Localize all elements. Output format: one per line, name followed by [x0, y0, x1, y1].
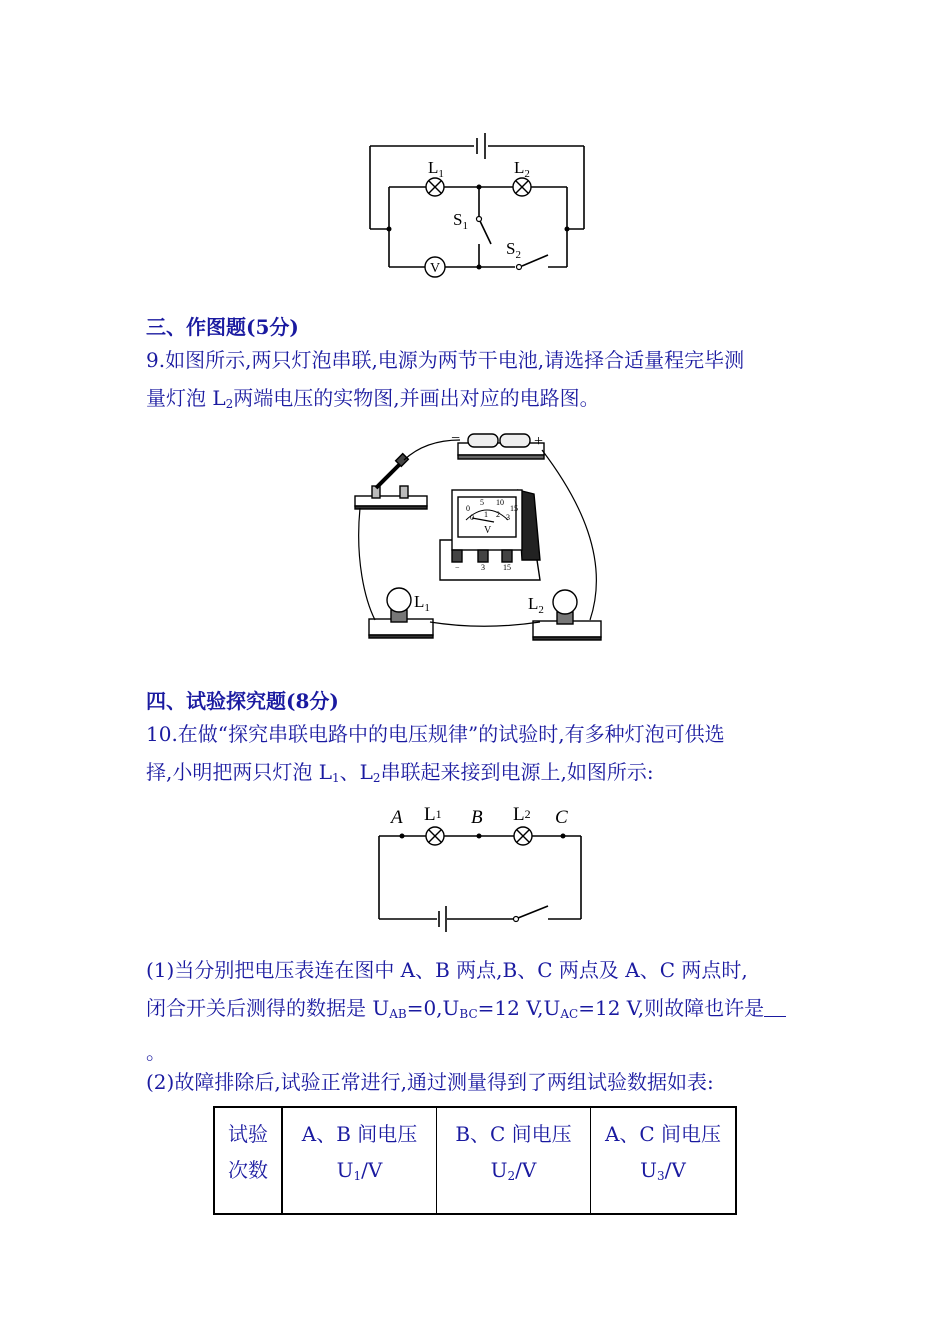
scale-top-15: 15: [510, 504, 518, 513]
point-b-label: B: [471, 807, 483, 828]
question9-text: 9.如图所示,两只灯泡串联,电源为两节干电池,请选择合适量程完毕测 量灯泡 $L_2$两端电压的实物图,并画出对应的电路图。: [146, 348, 745, 411]
data-table: [213, 1106, 737, 1215]
scale-top-10: 10: [496, 498, 504, 507]
scale-bot-3: 3: [506, 513, 510, 522]
header-trial-number: 试验 次数: [214, 1107, 282, 1214]
voltmeter-label: V: [429, 261, 441, 276]
battery-plus: +: [534, 433, 544, 450]
l2-series-label: L2: [513, 804, 531, 825]
point-c-label: C: [555, 807, 568, 828]
scale-top-0: 0: [466, 504, 470, 513]
scale-bot-1: 1: [484, 510, 488, 519]
l1-label: $L_1$: [428, 158, 444, 180]
part2-text: (2)故障排除后,试验正常进行,通过测量得到了两组试验数据如表:: [146, 1070, 714, 1094]
point-a-label: A: [391, 807, 403, 828]
answer-blank[interactable]: [764, 998, 786, 1017]
l1-series-label: L1: [424, 804, 442, 825]
terminal-15: 15: [503, 563, 511, 572]
scale-bot-0: 0: [470, 513, 474, 522]
part1-text: (1)当分别把电压表连在图中 A、B 两点,B、C 两点及 A、C 两点时, 闭合开关后测得的数据是 $U_{AB}=0,U_{BC}=12$ $V,U_{AC}=12$ V,则故障也许是 。: [146, 951, 786, 1071]
terminal-3: 3: [481, 563, 485, 572]
meter-unit: V: [484, 525, 492, 536]
header-bc-voltage: B、C 间电压 $U_2/V$: [437, 1107, 591, 1214]
terminal-minus: −: [455, 563, 460, 572]
table-header-row: [214, 1107, 736, 1214]
section4-heading: 四、试验探究题(8分): [146, 689, 339, 713]
l1-apparatus-label: $L_1$: [414, 592, 430, 614]
scale-bot-2: 2: [496, 510, 500, 519]
header-ab-voltage: A、B 间电压 $U_1/V$: [282, 1107, 437, 1214]
l2-apparatus-label: $L_2$: [528, 594, 544, 616]
s2-label: $S_2$: [506, 239, 521, 261]
battery-minus: −: [451, 430, 461, 447]
section3-heading: 三、作图题(5分): [146, 315, 299, 339]
l2-label: $L_2$: [514, 158, 530, 180]
question10-text: 10.在做“探究串联电路中的电压规律”的试验时,有多种灯泡可供选 择,小明把两只灯泡 $L_1$、$L_2$串联起来接到电源上,如图所示:: [146, 722, 725, 785]
header-ac-voltage: A、C 间电压 $U_3/V$: [591, 1107, 737, 1214]
s1-label: $S_1$: [453, 210, 468, 232]
scale-top-5: 5: [480, 498, 484, 507]
